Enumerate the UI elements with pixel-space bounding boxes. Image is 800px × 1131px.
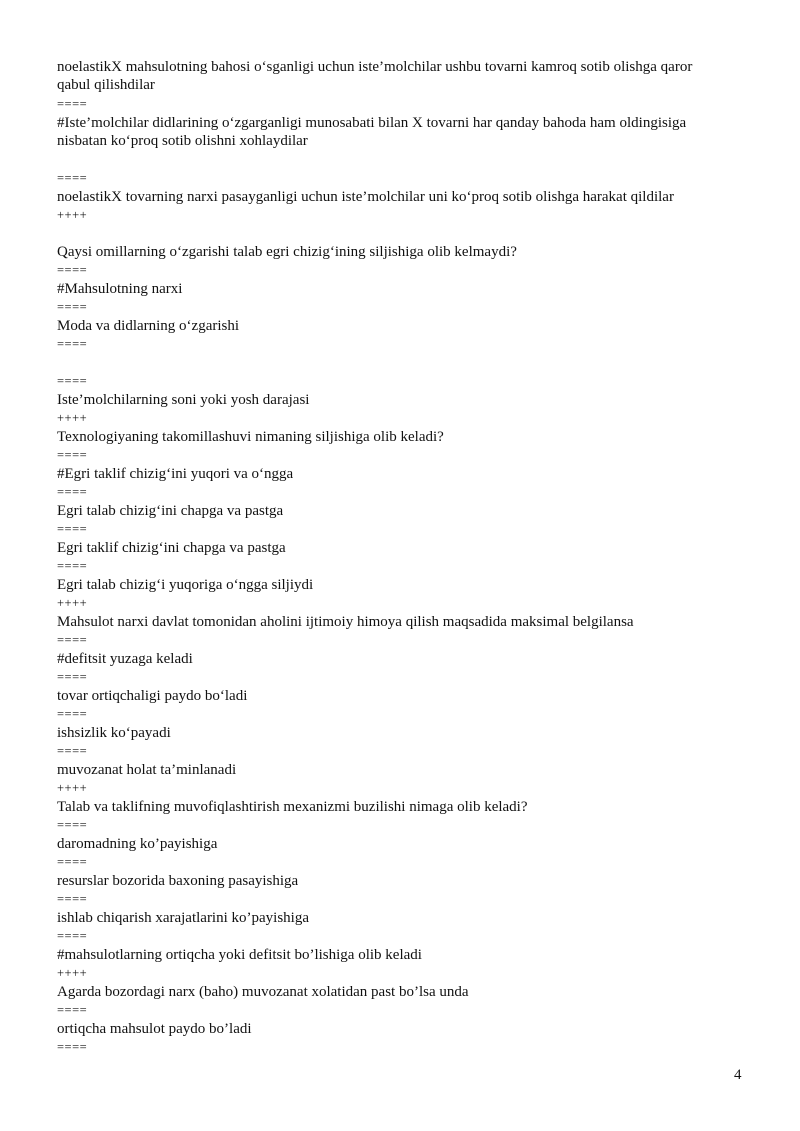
answer-option: ortiqcha mahsulot paydo bo’ladi xyxy=(57,1021,252,1037)
answer-option: Egri talab chizig‘i yuqoriga o‘ngga siljiydi xyxy=(57,577,314,593)
text-line: noelastikX tovarning narxi pasayganligi uchun iste’molchilar uni ko‘proq sotib olishga harakat qildilar xyxy=(57,189,674,205)
separator-line: ==== xyxy=(57,485,88,499)
separator-line: ==== xyxy=(57,1040,88,1054)
separator-line: ++++ xyxy=(57,208,88,222)
question-text: Talab va taklifning muvofiqlashtirish mexanizmi buzilishi nimaga olib keladi? xyxy=(57,799,528,815)
answer-option: ishlab chiqarish xarajatlarini ko’payishiga xyxy=(57,910,310,926)
separator-line: ==== xyxy=(57,171,88,185)
page-number: 4 xyxy=(734,1067,742,1083)
separator-line: ==== xyxy=(57,670,88,684)
answer-option: tovar ortiqchaligi paydo bo‘ladi xyxy=(57,688,248,704)
separator-line: ==== xyxy=(57,855,88,869)
answer-option: daromadning ko’payishiga xyxy=(57,836,218,852)
separator-line: ==== xyxy=(57,818,88,832)
separator-line: ==== xyxy=(57,929,88,943)
separator-line: ==== xyxy=(57,263,88,277)
text-line: noelastikX mahsulotning bahosi o‘sganligi uchun iste’molchilar ushbu tovarni kamroq sotib olishga qaror xyxy=(57,59,693,75)
answer-option: Moda va didlarning o‘zgarishi xyxy=(57,318,240,334)
separator-line: ++++ xyxy=(57,966,88,980)
answer-option: Egri taklif chizig‘ini chapga va pastga xyxy=(57,540,286,556)
separator-line: ++++ xyxy=(57,781,88,795)
answer-option: resurslar bozorida baxoning pasayishiga xyxy=(57,873,299,889)
text-line: #Iste’molchilar didlarining o‘zgarganligi munosabati bilan X tovarni har qanday bahoda ham oldingisiga xyxy=(57,115,687,131)
answer-option: ishsizlik ko‘payadi xyxy=(57,725,171,741)
correct-answer: #mahsulotlarning ortiqcha yoki defitsit bo’lishiga olib keladi xyxy=(57,947,422,963)
answer-option: Iste’molchilarning soni yoki yosh darajasi xyxy=(57,392,310,408)
correct-answer: #defitsit yuzaga keladi xyxy=(57,651,193,667)
separator-line: ==== xyxy=(57,744,88,758)
separator-line: ==== xyxy=(57,707,88,721)
correct-answer: #Egri taklif chizig‘ini yuqori va o‘ngga xyxy=(57,466,294,482)
separator-line: ==== xyxy=(57,300,88,314)
separator-line: ++++ xyxy=(57,411,88,425)
separator-line: ==== xyxy=(57,97,88,111)
question-text: Agarda bozordagi narx (baho) muvozanat xolatidan past bo’lsa unda xyxy=(57,984,469,1000)
text-line: qabul qilishdilar xyxy=(57,77,155,93)
separator-line: ==== xyxy=(57,633,88,647)
answer-option: muvozanat holat ta’minlanadi xyxy=(57,762,237,778)
separator-line: ==== xyxy=(57,559,88,573)
separator-line: ++++ xyxy=(57,596,88,610)
answer-option: Egri talab chizig‘ini chapga va pastga xyxy=(57,503,284,519)
question-text: Qaysi omillarning o‘zgarishi talab egri chizig‘ining siljishiga olib kelmaydi? xyxy=(57,244,517,260)
question-text: Mahsulot narxi davlat tomonidan aholini ijtimoiy himoya qilish maqsadida maksimal belgilansa xyxy=(57,614,634,630)
separator-line: ==== xyxy=(57,448,88,462)
separator-line: ==== xyxy=(57,1003,88,1017)
question-text: Texnologiyaning takomillashuvi nimaning siljishiga olib keladi? xyxy=(57,429,444,445)
correct-answer: #Mahsulotning narxi xyxy=(57,281,183,297)
separator-line: ==== xyxy=(57,892,88,906)
separator-line: ==== xyxy=(57,374,88,388)
separator-line: ==== xyxy=(57,522,88,536)
text-line: nisbatan ko‘proq sotib olishni xohlaydilar xyxy=(57,133,308,149)
separator-line: ==== xyxy=(57,337,88,351)
